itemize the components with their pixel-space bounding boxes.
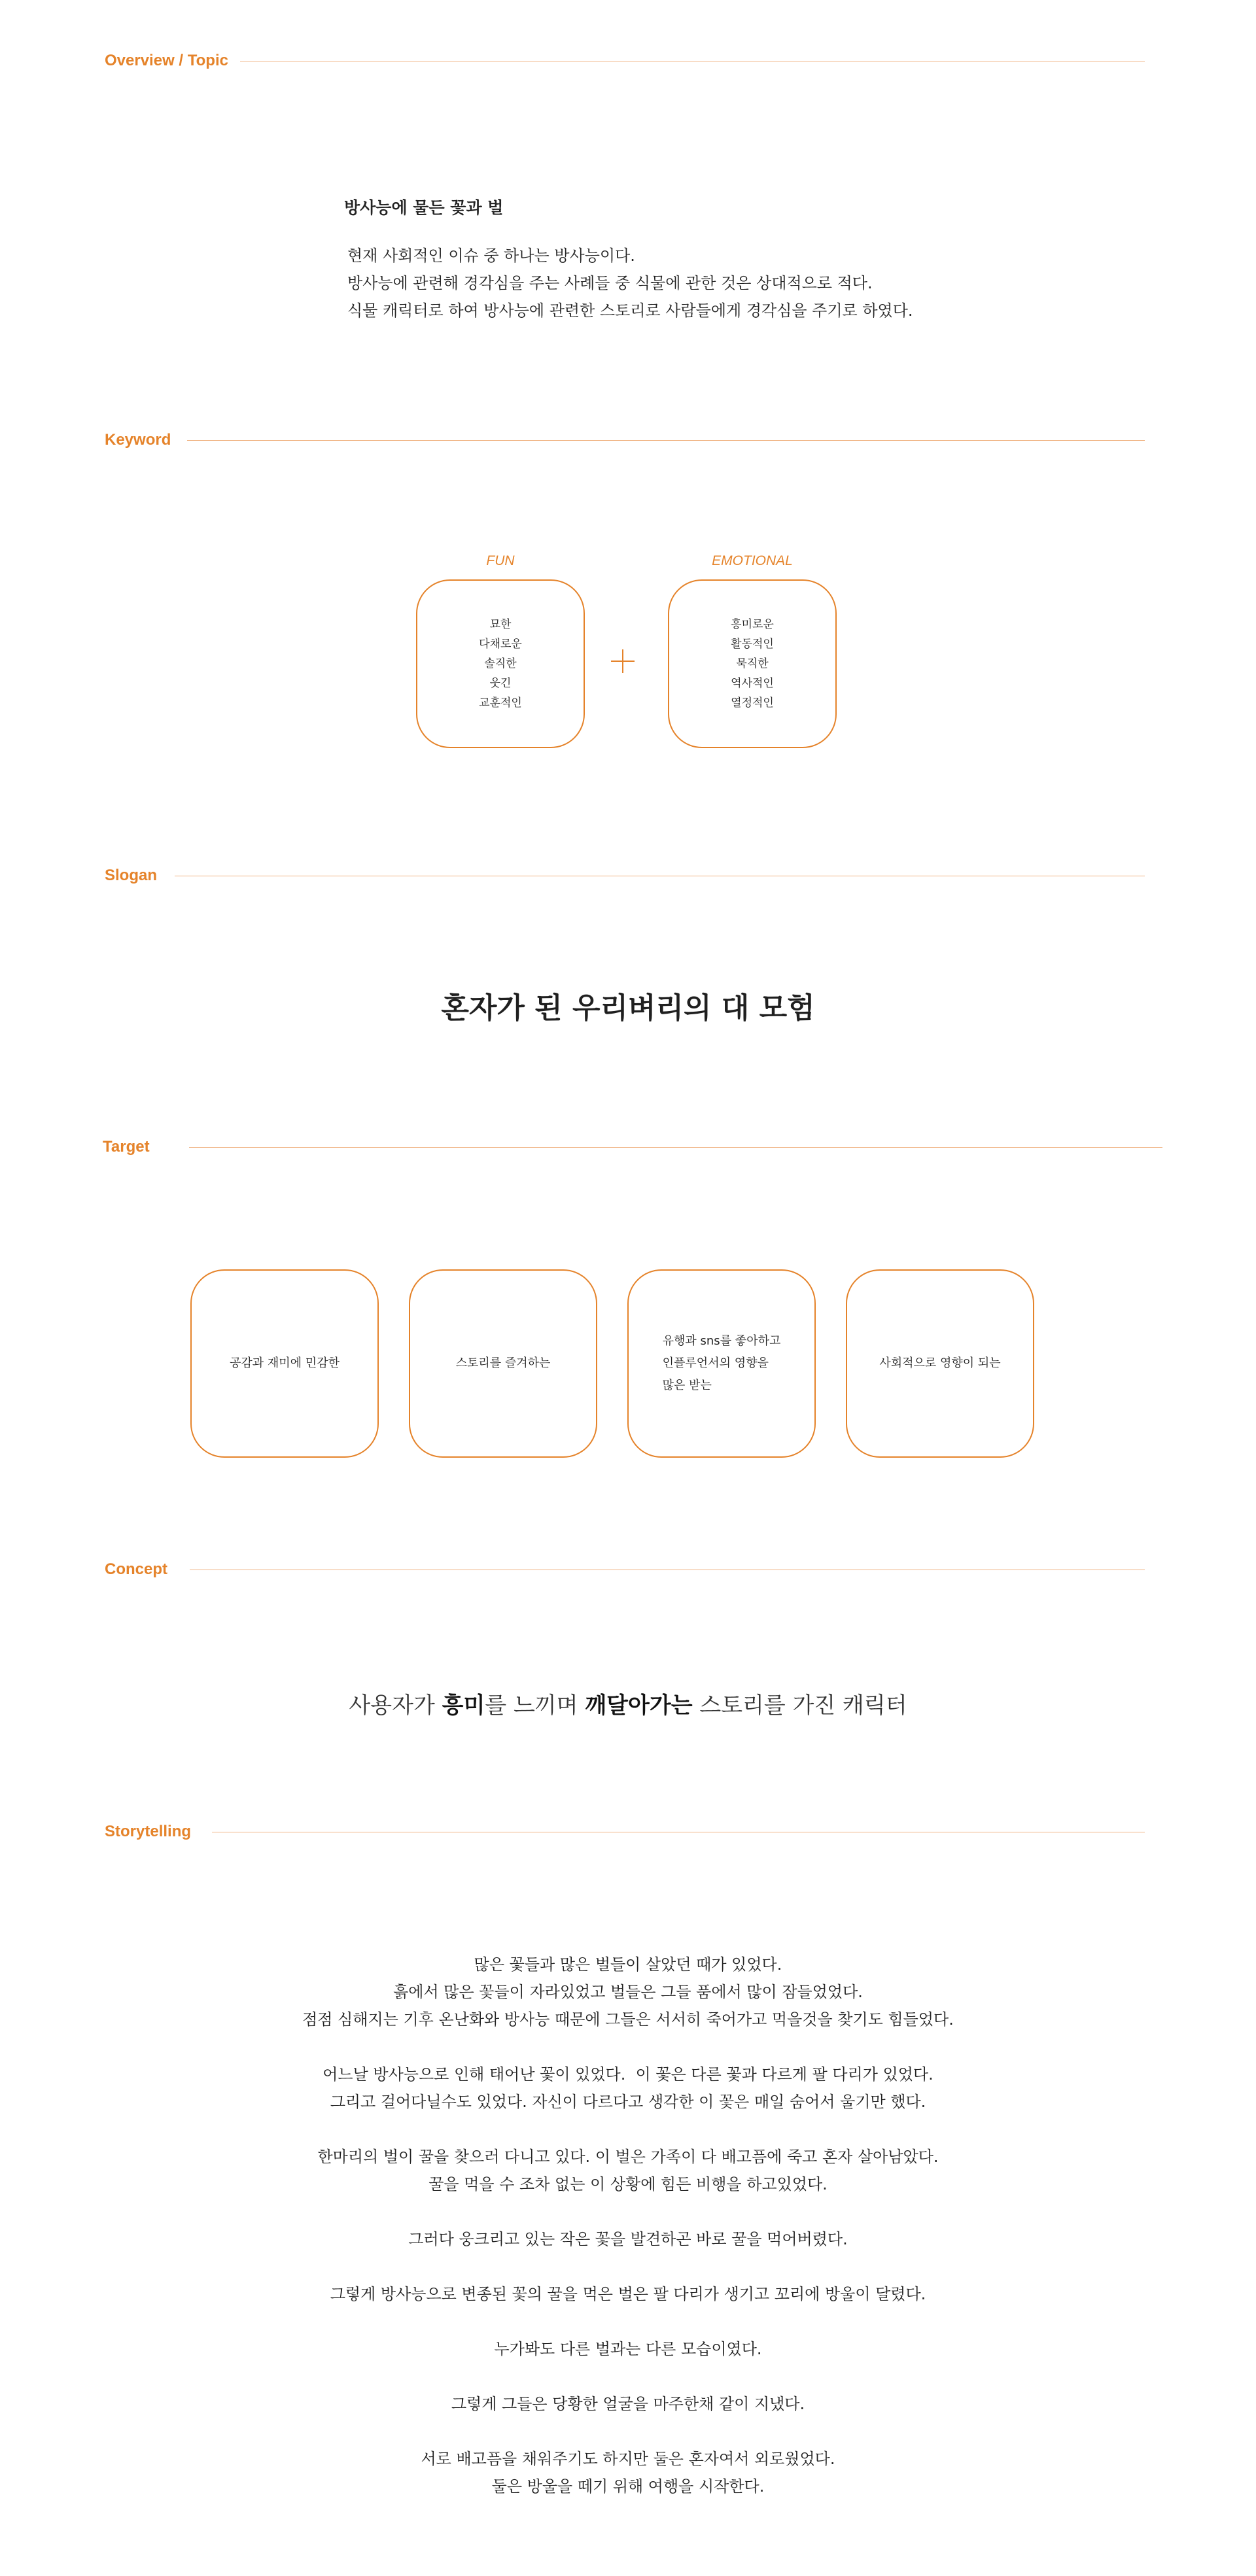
story-line: 어느날 방사능으로 인해 태어난 꽃이 있었다. 이 꽃은 다른 꽃과 다르게 팔 다리가 있었다. bbox=[323, 2065, 933, 2084]
story-line: 그리고 걸어다닐수도 있었다. 자신이 다르다고 생각한 이 꽃은 매일 숨어서 울기만 했다. bbox=[330, 2093, 926, 2111]
target-text bbox=[456, 1352, 551, 1375]
keyword-item: 다채로운 bbox=[479, 638, 522, 651]
section-title-concept: Concept bbox=[105, 1560, 167, 1578]
section-header-concept bbox=[105, 1560, 1145, 1579]
keyword-item: 교훈적인 bbox=[479, 696, 522, 710]
section-header-target bbox=[103, 1137, 1162, 1157]
section-header-overview bbox=[105, 51, 1145, 71]
story-line: 그렇게 그들은 당황한 얼굴을 마주한채 같이 지냈다. bbox=[451, 2395, 805, 2413]
target-line: 스토리를 즐겨하는 bbox=[455, 1356, 551, 1370]
concept-text bbox=[0, 1687, 1256, 1719]
concept-part: 사용자가 bbox=[349, 1692, 442, 1719]
section-title-target: Target bbox=[103, 1138, 150, 1156]
keyword-item: 활동적인 bbox=[731, 638, 774, 651]
section-divider bbox=[189, 1147, 1162, 1148]
section-header-slogan bbox=[105, 866, 1145, 885]
target-line: 많은 받는 bbox=[662, 1379, 712, 1392]
section-title-overview: Overview / Topic bbox=[105, 52, 228, 69]
section-header-storytelling bbox=[105, 1822, 1145, 1842]
story-line: 꿀을 먹을 수 조차 없는 이 상황에 힘든 비행을 하고있었다. bbox=[428, 2175, 828, 2193]
story-line: 많은 꽃들과 많은 벌들이 살았던 때가 있었다. bbox=[474, 1955, 782, 1974]
topic-description bbox=[347, 242, 1002, 324]
section-divider bbox=[187, 440, 1145, 441]
target-line: 공감과 재미에 민감한 bbox=[230, 1356, 340, 1370]
story-line bbox=[0, 2116, 1256, 2143]
story-line: 한마리의 벌이 꿀을 찾으러 다니고 있다. 이 벌은 가족이 다 배고픔에 죽고 혼자 살아남았다. bbox=[317, 2148, 939, 2166]
story-line: 누가봐도 다른 벌과는 다른 모습이였다. bbox=[494, 2340, 762, 2358]
story-line bbox=[0, 2308, 1256, 2335]
story-line: 흙에서 많은 꽃들이 자라있었고 벌들은 그들 품에서 많이 잠들었었다. bbox=[393, 1983, 863, 2001]
topic-line: 방사능에 관련해 경각심을 주는 사례들 중 식물에 관한 것은 상대적으로 적다. bbox=[347, 274, 873, 292]
target-text bbox=[879, 1352, 1000, 1375]
keyword-item: 묵직한 bbox=[736, 657, 769, 670]
target-card bbox=[846, 1269, 1034, 1458]
section-title-storytelling: Storytelling bbox=[105, 1823, 192, 1840]
keyword-item: 솔직한 bbox=[484, 657, 517, 670]
topic-line: 식물 캐릭터로 하여 방사능에 관련한 스토리로 사람들에게 경각심을 주기로 하였다. bbox=[347, 301, 913, 320]
slogan-text: 혼자가 된 우리벼리의 대 모험 bbox=[441, 991, 815, 1025]
keyword-title-emotional: EMOTIONAL bbox=[712, 553, 793, 568]
story-text bbox=[0, 1951, 1256, 2500]
plus-icon bbox=[611, 649, 635, 673]
section-title-keyword: Keyword bbox=[105, 431, 171, 449]
story-line bbox=[0, 2363, 1256, 2390]
story-line: 그렇게 방사능으로 변종된 꽃의 꿀을 먹은 벌은 팔 다리가 생기고 꼬리에 방울이 달렸다. bbox=[330, 2285, 926, 2303]
story-line bbox=[0, 2418, 1256, 2445]
story-line: 서로 배고픔을 채워주기도 하지만 둘은 혼자여서 외로웠었다. bbox=[421, 2450, 835, 2468]
concept-part: 를 느끼며 bbox=[485, 1692, 585, 1719]
target-line: 유행과 sns를 좋아하고 bbox=[662, 1334, 781, 1348]
target-line: 인플루언서의 영향을 bbox=[662, 1356, 769, 1370]
concept-part: 스토리를 가진 캐릭터 bbox=[692, 1692, 907, 1719]
topic-title: 방사능에 물든 꽃과 벌 bbox=[344, 198, 504, 217]
target-line: 사회적으로 영향이 되는 bbox=[879, 1356, 1001, 1370]
concept-emphasis: 깨달아가는 bbox=[585, 1692, 693, 1719]
story-line bbox=[0, 2033, 1256, 2061]
story-line: 그러다 웅크리고 있는 작은 꽃을 발견하곤 바로 꿀을 먹어버렸다. bbox=[408, 2230, 848, 2248]
story-line: 둘은 방울을 떼기 위해 여행을 시작한다. bbox=[491, 2477, 765, 2496]
keyword-card-emotional bbox=[668, 579, 837, 748]
topic-line: 현재 사회적인 이슈 중 하나는 방사능이다. bbox=[347, 247, 635, 265]
target-text bbox=[230, 1352, 340, 1375]
keyword-item: 웃긴 bbox=[489, 677, 512, 690]
keyword-card-fun bbox=[416, 579, 585, 748]
story-line bbox=[0, 2198, 1256, 2225]
keyword-item: 묘한 bbox=[489, 618, 512, 631]
keyword-title-fun: FUN bbox=[486, 553, 515, 568]
story-line: 점점 심해지는 기후 온난화와 방사능 때문에 그들은 서서히 죽어가고 먹을것을 찾기도 힘들었다. bbox=[302, 2010, 954, 2029]
target-card bbox=[409, 1269, 597, 1458]
target-text bbox=[663, 1330, 781, 1397]
story-line bbox=[0, 2253, 1256, 2280]
section-header-keyword bbox=[105, 430, 1145, 450]
keyword-item: 흥미로운 bbox=[731, 618, 774, 631]
keyword-item: 열정적인 bbox=[731, 696, 774, 710]
target-card bbox=[627, 1269, 816, 1458]
keyword-item: 역사적인 bbox=[731, 677, 774, 690]
concept-emphasis: 흥미 bbox=[442, 1692, 485, 1719]
target-card bbox=[190, 1269, 379, 1458]
section-title-slogan: Slogan bbox=[105, 867, 158, 884]
